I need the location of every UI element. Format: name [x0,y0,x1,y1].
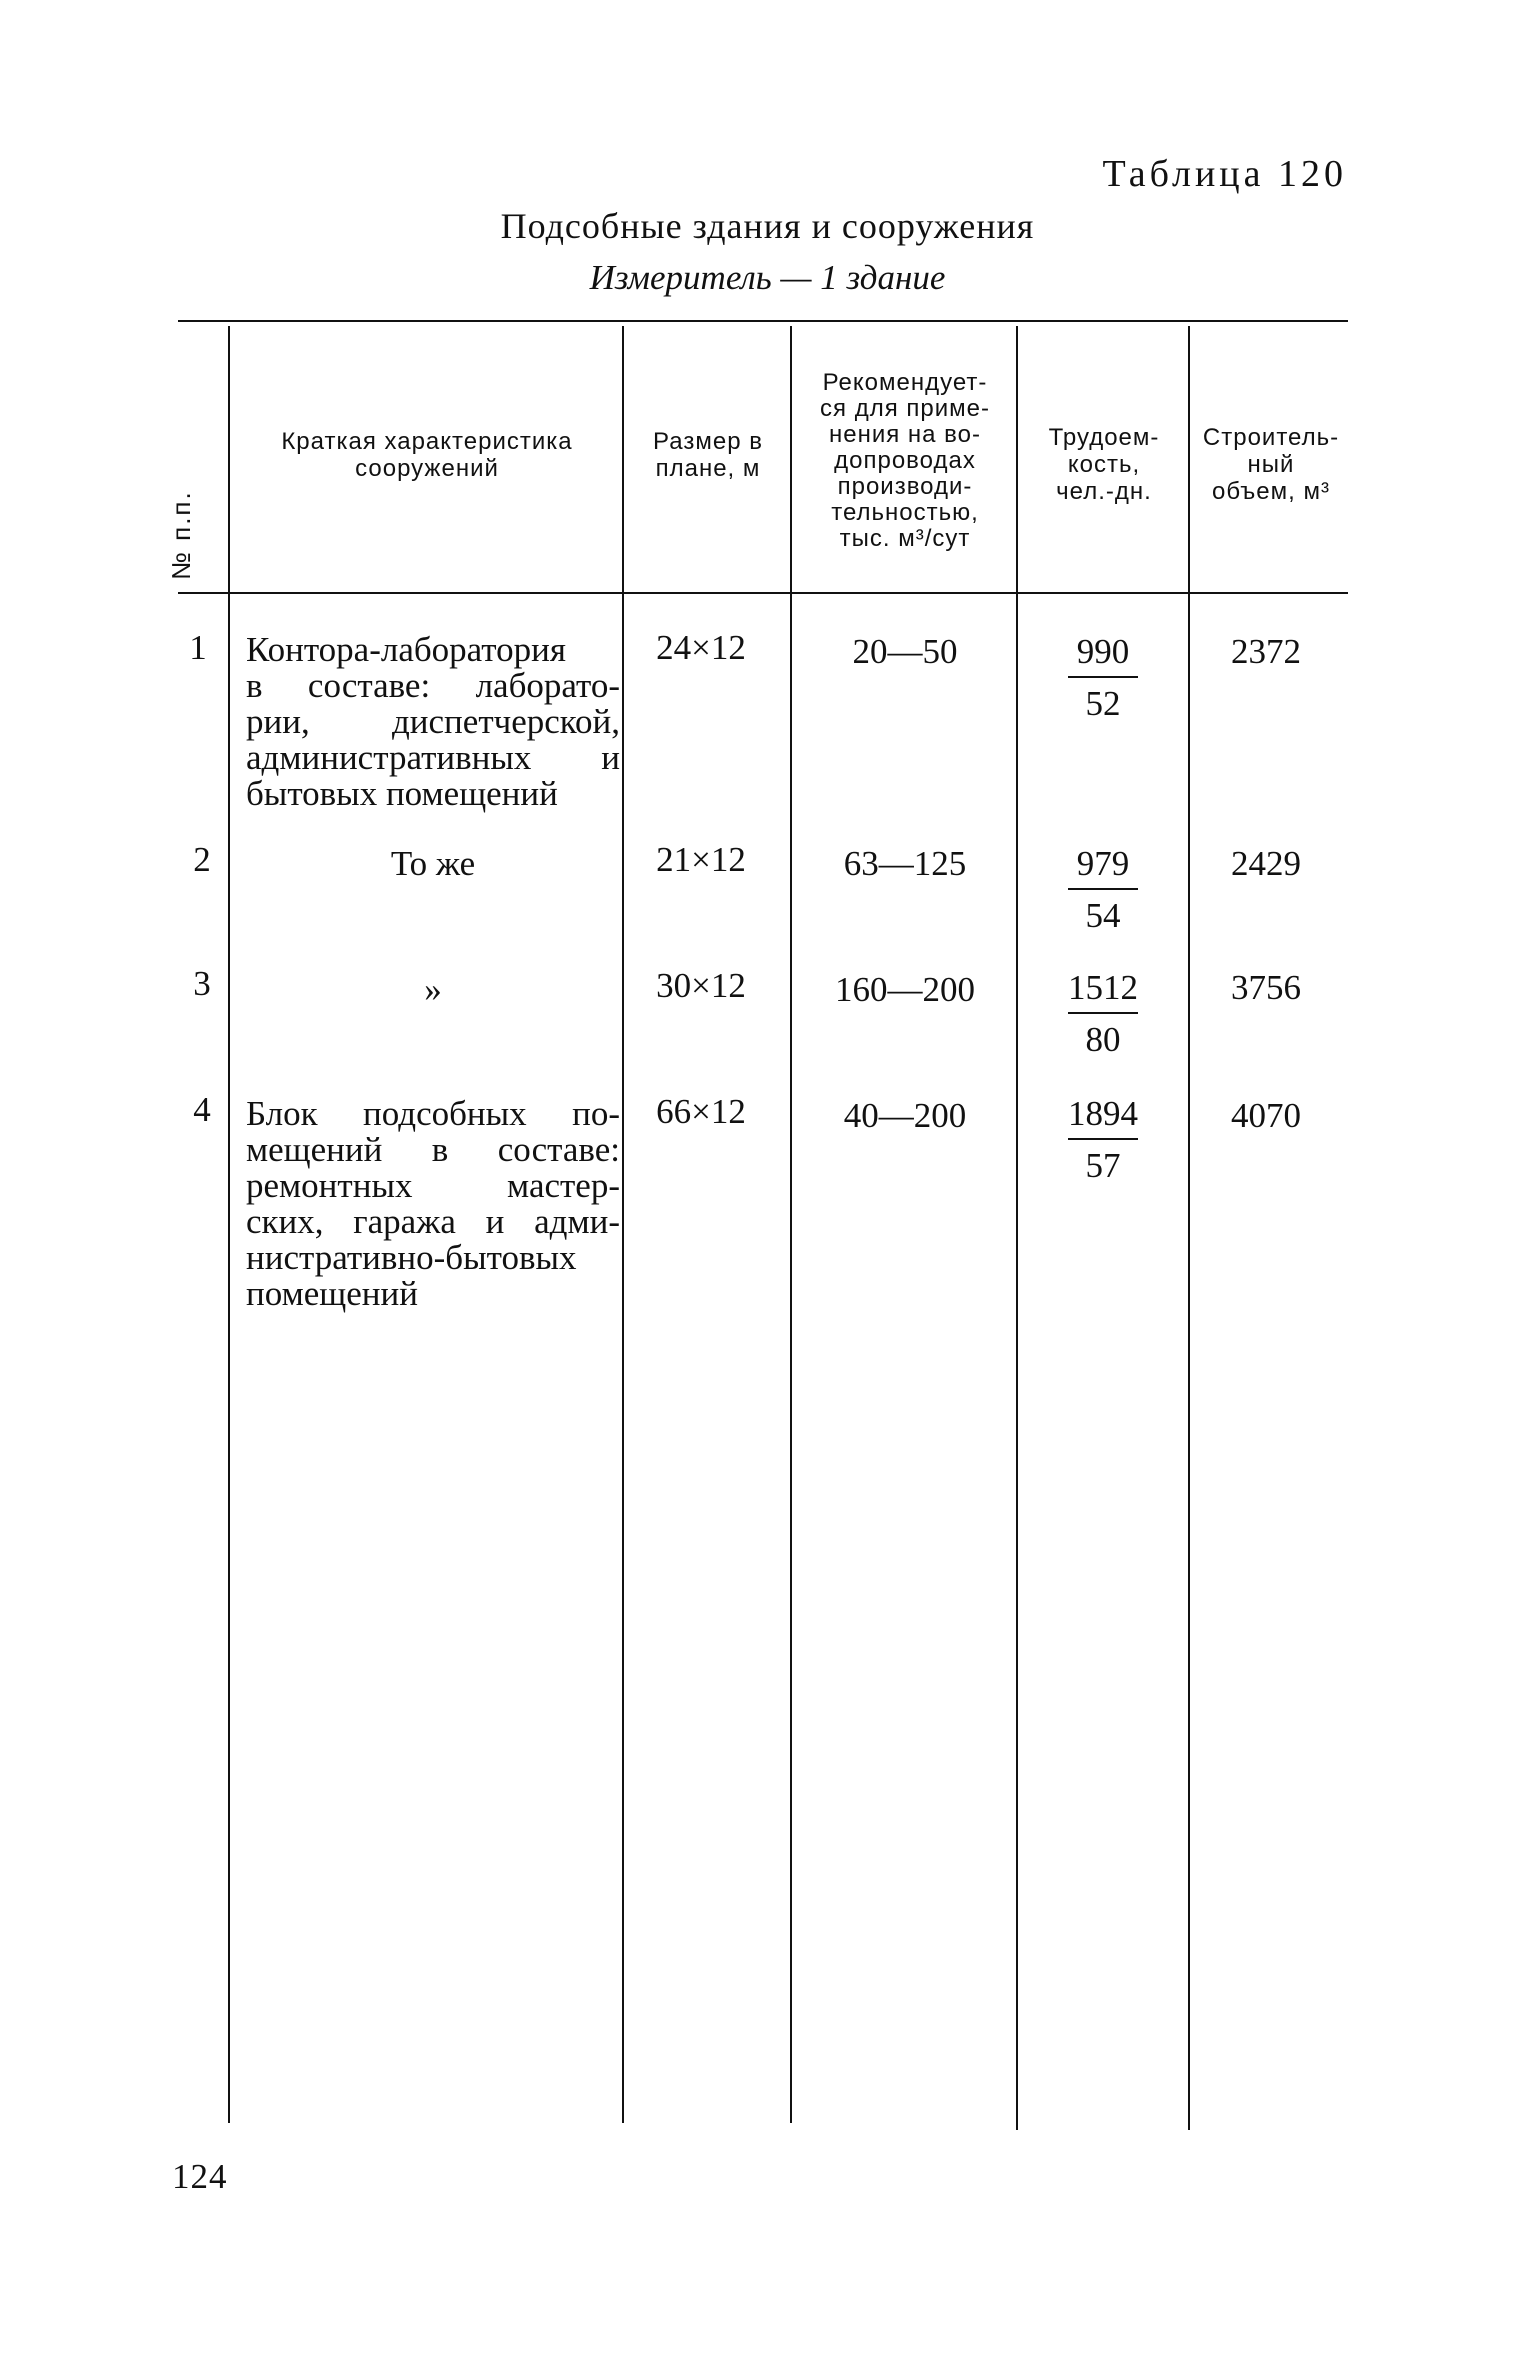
col-divider-5 [1188,326,1190,2130]
table-top-rule [178,320,1348,322]
row-3-capacity: 160—200 [835,970,975,1009]
row-2-labor-fraction-bar [1068,888,1138,890]
row-3-labor-numerator: 1512 [1068,968,1138,1007]
row-2-labor-numerator: 979 [1076,844,1130,883]
row-1-labor-fraction-bar [1068,676,1138,678]
row-2-description: То же [390,844,476,883]
row-4-labor-fraction-bar [1068,1138,1138,1140]
row-4-volume: 4070 [1231,1096,1301,1135]
row-2-labor-denominator: 54 [1085,896,1121,935]
row-3-number: 3 [193,964,211,1003]
row-3-labor-denominator: 80 [1085,1020,1121,1059]
column-header-number: № п.п. [166,490,196,580]
page-number: 124 [172,2157,228,2196]
column-header-size: Размер в плане, м [653,428,763,482]
row-1-size: 24×12 [656,628,746,667]
table-title: Подсобные здания и сооружения [500,206,1035,246]
table-label: Таблица 120 [1102,153,1347,195]
row-1-description: Контора-лаборатория в составе: лаборато- рии, диспетчерской, административных и бытовых помещений [246,630,620,813]
column-header-recommended: Рекомендует- ся для приме- нения на во- допроводах производи- тельностью, тыс. м³/сут [820,369,990,552]
row-4-description: Блок подсобных по- мещений в составе: ремонтных мастер- ских, гаража и адми- нистративно-бытовых помещений [246,1094,620,1313]
col-divider-4 [1016,326,1018,2130]
col-divider-1 [228,326,230,2123]
row-4-size: 66×12 [656,1092,746,1131]
row-3-description: » [424,970,442,1009]
row-4-capacity: 40—200 [843,1096,967,1135]
column-header-volume: Строитель- ный объем, м³ [1202,424,1340,505]
row-2-volume: 2429 [1231,844,1301,883]
row-4-number: 4 [193,1090,211,1129]
row-3-volume: 3756 [1231,968,1301,1007]
row-1-capacity: 20—50 [852,632,958,671]
col-divider-2 [622,326,624,2123]
row-1-labor-numerator: 990 [1076,632,1130,671]
row-1-volume: 2372 [1231,632,1301,671]
row-3-size: 30×12 [656,966,746,1005]
col-divider-3 [790,326,792,2123]
row-2-number: 2 [193,840,211,879]
row-3-labor-fraction-bar [1068,1012,1138,1014]
column-header-labor: Трудоем- кость, чел.-дн. [1048,424,1160,505]
row-1-number: 1 [189,628,207,667]
table-measure: Измеритель — 1 здание [589,258,946,297]
row-4-labor-numerator: 1894 [1068,1094,1138,1133]
column-header-description: Краткая характеристика сооружений [281,428,573,482]
header-bottom-rule [178,592,1348,594]
row-2-size: 21×12 [656,840,746,879]
row-4-labor-denominator: 57 [1085,1146,1121,1185]
row-2-capacity: 63—125 [843,844,967,883]
row-1-labor-denominator: 52 [1085,684,1121,723]
